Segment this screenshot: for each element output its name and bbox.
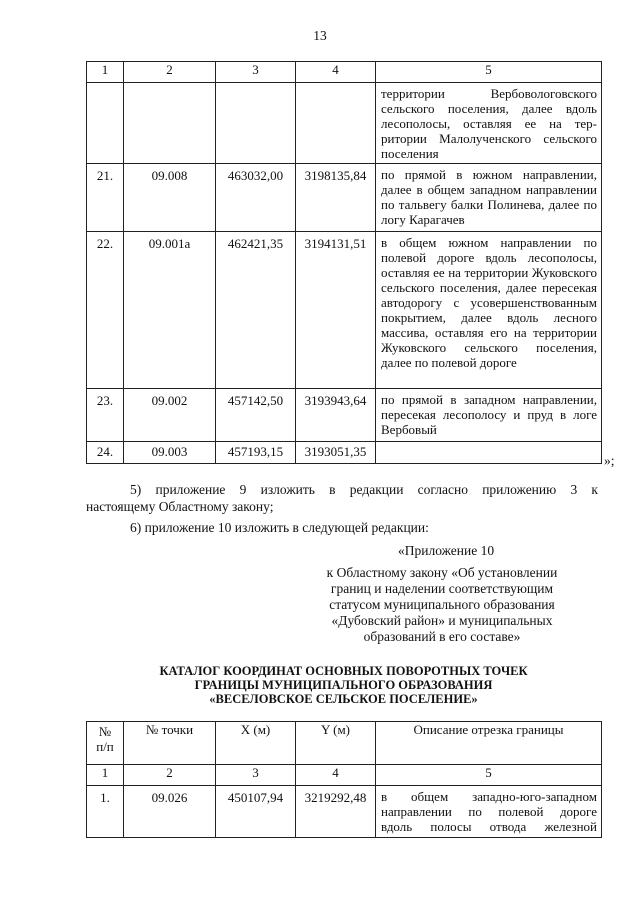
header-no: № п/п <box>87 722 124 765</box>
paragraph-6: 6) приложение 10 изложить в следующей редакции: <box>130 520 429 535</box>
column-number: 4 <box>296 62 376 83</box>
description-line: в общем западно-юго-западном <box>381 789 597 804</box>
appendix-reference-line: к Областному закону «Об установлении <box>326 565 558 580</box>
row-x: 457193,15 <box>216 442 296 464</box>
row-point: 09.002 <box>124 389 216 442</box>
header-description: Описание отрезка границы <box>376 722 602 765</box>
table-row <box>87 786 602 838</box>
row-y: 3193943,64 <box>296 389 376 442</box>
table-row <box>87 164 602 232</box>
row-description <box>376 442 602 464</box>
row-point: 09.008 <box>124 164 216 232</box>
row-y: 3194131,51 <box>296 232 376 389</box>
description-line: вдоль полосы отвода железной <box>381 819 597 834</box>
row-x: 450107,94 <box>216 786 296 838</box>
column-number: 5 <box>376 62 602 83</box>
row-y: 3219292,48 <box>296 786 376 838</box>
row-x: 462421,35 <box>216 232 296 389</box>
row-no: 21. <box>87 164 124 232</box>
catalog-title-line: «ВЕСЕЛОВСКОЕ СЕЛЬСКОЕ ПОСЕЛЕНИЕ» <box>209 692 478 706</box>
column-number: 1 <box>87 62 124 83</box>
catalog-title <box>86 664 601 706</box>
closing-quote: »; <box>604 453 615 468</box>
table-row <box>87 442 602 464</box>
table-header-numbers <box>87 62 602 83</box>
paragraph-5-line-1: 5) приложение 9 изложить в редакции согласно приложению 3 к <box>130 482 598 497</box>
row-description: по прямой в западном направлении, пересекая лесополосу и пруд в логе Вербовый <box>376 389 602 442</box>
appendix-title: «Приложение 10 <box>398 543 495 558</box>
header-y: Y (м) <box>296 722 376 765</box>
row-no: 24. <box>87 442 124 464</box>
row-description: в общем южном направлении по полевой дороге вдоль лесополосы, оставляя ее на территории Жуковского сельского поселения, далее пересекая автодорогу с усовершенствованным покрытием, далее вдоль лесного массива, оставляя его на территории Жуковского сельского поселения, далее по полевой дороге <box>376 232 602 389</box>
catalog-title-line: КАТАЛОГ КООРДИНАТ ОСНОВНЫХ ПОВОРОТНЫХ ТОЧЕК <box>159 664 528 678</box>
row-no: 23. <box>87 389 124 442</box>
row-x: 457142,50 <box>216 389 296 442</box>
column-number: 2 <box>124 765 216 786</box>
appendix-reference-line: границ и наделении соответствующим <box>330 581 554 596</box>
row-no: 22. <box>87 232 124 389</box>
column-number: 2 <box>124 62 216 83</box>
appendix-reference <box>300 565 584 645</box>
row-y <box>296 83 376 164</box>
header-x: X (м) <box>216 722 296 765</box>
description-line: направлении по полевой дороге <box>381 804 597 819</box>
row-point: 09.003 <box>124 442 216 464</box>
paragraph-5 <box>86 481 598 515</box>
row-point <box>124 83 216 164</box>
row-description: по прямой в южном направлении, далее в общем западном направлении по тальвегу балки Полинева, далее по логу Карагачев <box>376 164 602 232</box>
coordinates-table-continuation <box>86 61 602 464</box>
row-no: 1. <box>87 786 124 838</box>
row-x: 463032,00 <box>216 164 296 232</box>
column-number: 5 <box>376 765 602 786</box>
table-header-numbers <box>87 765 602 786</box>
column-number: 4 <box>296 765 376 786</box>
column-number: 3 <box>216 62 296 83</box>
column-number: 1 <box>87 765 124 786</box>
catalog-title-line: ГРАНИЦЫ МУНИЦИПАЛЬНОГО ОБРАЗОВАНИЯ <box>194 678 493 692</box>
catalog-table <box>86 721 602 838</box>
appendix-reference-line: образований в его составе» <box>363 629 521 644</box>
table-row <box>87 389 602 442</box>
row-no <box>87 83 124 164</box>
page-number: 13 <box>313 28 327 43</box>
table-row <box>87 232 602 389</box>
row-point: 09.001а <box>124 232 216 389</box>
paragraph-5-line-2: настоящему Областному закону; <box>86 499 274 514</box>
row-x <box>216 83 296 164</box>
table-header <box>87 722 602 765</box>
row-description <box>376 786 602 838</box>
row-y: 3198135,84 <box>296 164 376 232</box>
header-point: № точки <box>124 722 216 765</box>
row-y: 3193051,35 <box>296 442 376 464</box>
table-row <box>87 83 602 164</box>
column-number: 3 <box>216 765 296 786</box>
row-description: территории Вербовологовского сельского поселения, далее вдоль лесополосы, оставляя ее на территории Малолученского сельского поселения <box>376 83 602 164</box>
appendix-reference-line: «Дубовский район» и муниципальных <box>331 613 553 628</box>
appendix-reference-line: статусом муниципального образования <box>329 597 555 612</box>
row-point: 09.026 <box>124 786 216 838</box>
